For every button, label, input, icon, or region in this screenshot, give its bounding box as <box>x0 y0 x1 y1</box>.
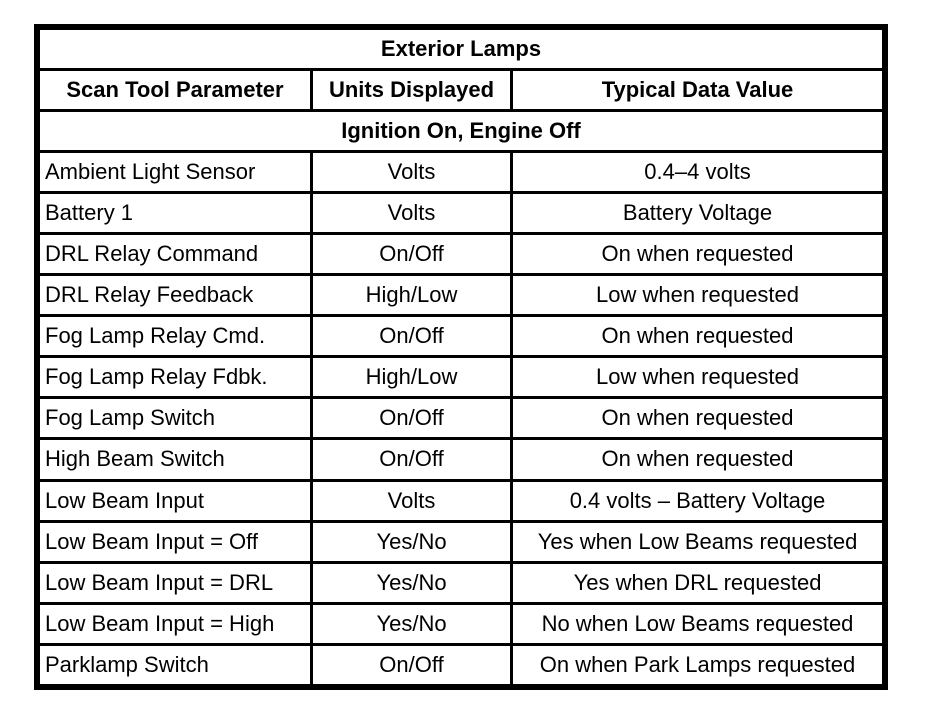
units-cell: Yes/No <box>312 603 512 644</box>
table-row <box>39 398 884 439</box>
parameter-cell: Ambient Light Sensor <box>39 152 312 193</box>
value-cell: On when requested <box>512 234 884 275</box>
units-cell: Yes/No <box>312 562 512 603</box>
value-cell: On when requested <box>512 439 884 480</box>
header-units-displayed: Units Displayed <box>312 70 512 111</box>
units-cell: On/Off <box>312 398 512 439</box>
value-cell: No when Low Beams requested <box>512 603 884 644</box>
value-cell: Low when requested <box>512 357 884 398</box>
exterior-lamps-table-frame <box>34 24 888 690</box>
header-typical-data-value: Typical Data Value <box>512 70 884 111</box>
section-heading: Ignition On, Engine Off <box>39 111 884 152</box>
units-cell: On/Off <box>312 316 512 357</box>
table-row <box>39 603 884 644</box>
value-cell: On when Park Lamps requested <box>512 644 884 685</box>
units-cell: Yes/No <box>312 521 512 562</box>
parameter-cell: Low Beam Input = High <box>39 603 312 644</box>
parameter-cell: Parklamp Switch <box>39 644 312 685</box>
table-row <box>39 275 884 316</box>
parameter-cell: High Beam Switch <box>39 439 312 480</box>
parameter-cell: DRL Relay Command <box>39 234 312 275</box>
units-cell: High/Low <box>312 357 512 398</box>
table-row <box>39 521 884 562</box>
parameter-cell: Fog Lamp Switch <box>39 398 312 439</box>
value-cell: 0.4 volts – Battery Voltage <box>512 480 884 521</box>
value-cell: Low when requested <box>512 275 884 316</box>
table-row <box>39 480 884 521</box>
section-row <box>39 111 884 152</box>
table-row <box>39 562 884 603</box>
units-cell: Volts <box>312 480 512 521</box>
table-row <box>39 316 884 357</box>
units-cell: Volts <box>312 152 512 193</box>
value-cell: Yes when DRL requested <box>512 562 884 603</box>
parameter-cell: Fog Lamp Relay Cmd. <box>39 316 312 357</box>
table-row <box>39 439 884 480</box>
table-title-row <box>39 29 884 70</box>
value-cell: 0.4–4 volts <box>512 152 884 193</box>
parameter-cell: DRL Relay Feedback <box>39 275 312 316</box>
header-scan-tool-parameter: Scan Tool Parameter <box>39 70 312 111</box>
value-cell: Battery Voltage <box>512 193 884 234</box>
value-cell: On when requested <box>512 398 884 439</box>
table-header-row <box>39 70 884 111</box>
value-cell: On when requested <box>512 316 884 357</box>
table-row <box>39 234 884 275</box>
parameter-cell: Low Beam Input <box>39 480 312 521</box>
table-row <box>39 193 884 234</box>
table-row <box>39 152 884 193</box>
table-row <box>39 357 884 398</box>
units-cell: On/Off <box>312 439 512 480</box>
units-cell: On/Off <box>312 234 512 275</box>
table-row <box>39 644 884 685</box>
parameter-cell: Battery 1 <box>39 193 312 234</box>
units-cell: On/Off <box>312 644 512 685</box>
table-title: Exterior Lamps <box>39 29 884 70</box>
parameter-cell: Low Beam Input = Off <box>39 521 312 562</box>
exterior-lamps-table <box>37 27 885 687</box>
units-cell: Volts <box>312 193 512 234</box>
units-cell: High/Low <box>312 275 512 316</box>
value-cell: Yes when Low Beams requested <box>512 521 884 562</box>
parameter-cell: Low Beam Input = DRL <box>39 562 312 603</box>
parameter-cell: Fog Lamp Relay Fdbk. <box>39 357 312 398</box>
